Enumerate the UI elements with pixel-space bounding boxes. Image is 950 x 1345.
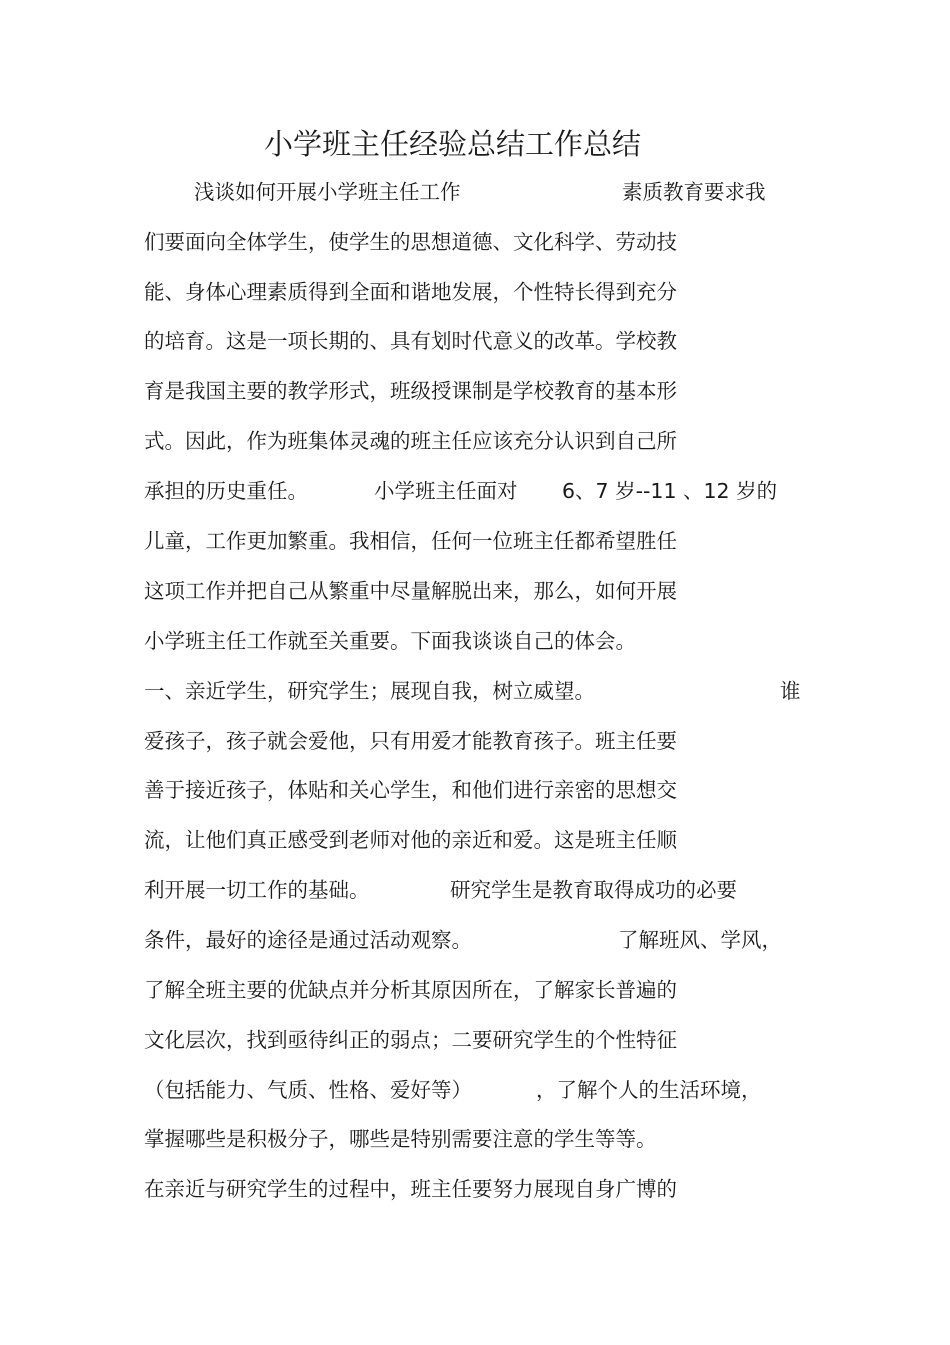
text-line <box>144 726 824 756</box>
text-segment: ，了解个人的生活环境， <box>536 1078 762 1102</box>
text-segment: 小学班主任面对 <box>374 479 518 503</box>
text-line <box>144 1124 824 1154</box>
text-line <box>144 177 824 207</box>
text-segment: 小学班主任工作就至关重要。下面我谈谈自己的体会。 <box>144 629 636 653</box>
text-segment: 爱孩子，孩子就会爱他，只有用爱才能教育孩子。班主任要 <box>144 729 677 753</box>
text-line <box>144 975 824 1005</box>
text-segment: 承担的历史重任。 <box>144 479 308 503</box>
text-segment: （包括能力、气质、性格、爱好等） <box>144 1078 472 1102</box>
text-line <box>144 376 824 406</box>
text-line <box>144 326 824 356</box>
text-segment: 儿童，工作更加繁重。我相信，任何一位班主任都希望胜任 <box>144 529 677 553</box>
text-line <box>144 825 824 855</box>
text-segment: 浅谈如何开展小学班主任工作 <box>194 180 461 204</box>
text-line <box>144 1075 824 1105</box>
text-segment: 一、亲近学生，研究学生；展现自我，树立威望。 <box>144 679 595 703</box>
text-segment: 了解班风、学风， <box>618 928 782 952</box>
text-line <box>144 476 824 506</box>
text-segment: 文化层次，找到亟待纠正的弱点；二要研究学生的个性特征 <box>144 1028 677 1052</box>
document-title: 小学班主任经验总结工作总结 <box>263 127 641 161</box>
text-segment: 研究学生是教育取得成功的必要 <box>450 878 737 902</box>
text-line <box>144 626 824 656</box>
text-segment: 谁 <box>780 679 801 703</box>
text-segment: 条件，最好的途径是通过活动观察。 <box>144 928 472 952</box>
text-segment: 流，让他们真正感受到老师对他的亲近和爱。这是班主任顺 <box>144 828 677 852</box>
text-segment: 这项工作并把自己从繁重中尽量解脱出来，那么，如何开展 <box>144 579 677 603</box>
text-line <box>144 526 824 556</box>
text-segment: 掌握哪些是积极分子，哪些是特别需要注意的学生等等。 <box>144 1127 657 1151</box>
text-line <box>144 875 824 905</box>
text-line <box>144 426 824 456</box>
text-line <box>144 925 824 955</box>
text-segment: 的培育。这是一项长期的、具有划时代意义的改革。学校教 <box>144 329 677 353</box>
text-segment: 能、身体心理素质得到全面和谐地发展，个性特长得到充分 <box>144 280 677 304</box>
text-segment: 6、7 岁--11 、12 岁的 <box>562 479 778 503</box>
text-line <box>144 1174 824 1204</box>
text-line <box>144 277 824 307</box>
text-line <box>144 576 824 606</box>
text-segment: 式。因此，作为班集体灵魂的班主任应该充分认识到自己所 <box>144 429 677 453</box>
text-segment: 善于接近孩子，体贴和关心学生，和他们进行亲密的思想交 <box>144 778 677 802</box>
text-segment: 了解全班主要的优缺点并分析其原因所在，了解家长普遍的 <box>144 978 677 1002</box>
text-segment: 们要面向全体学生，使学生的思想道德、文化科学、劳动技 <box>144 230 677 254</box>
text-line <box>144 227 824 257</box>
text-segment: 在亲近与研究学生的过程中，班主任要努力展现自身广博的 <box>144 1177 677 1201</box>
text-line <box>144 775 824 805</box>
text-segment: 育是我国主要的教学形式，班级授课制是学校教育的基本形 <box>144 379 677 403</box>
text-segment: 素质教育要求我 <box>622 180 766 204</box>
text-segment: 利开展一切工作的基础。 <box>144 878 370 902</box>
text-line <box>144 1025 824 1055</box>
text-line <box>144 676 824 706</box>
